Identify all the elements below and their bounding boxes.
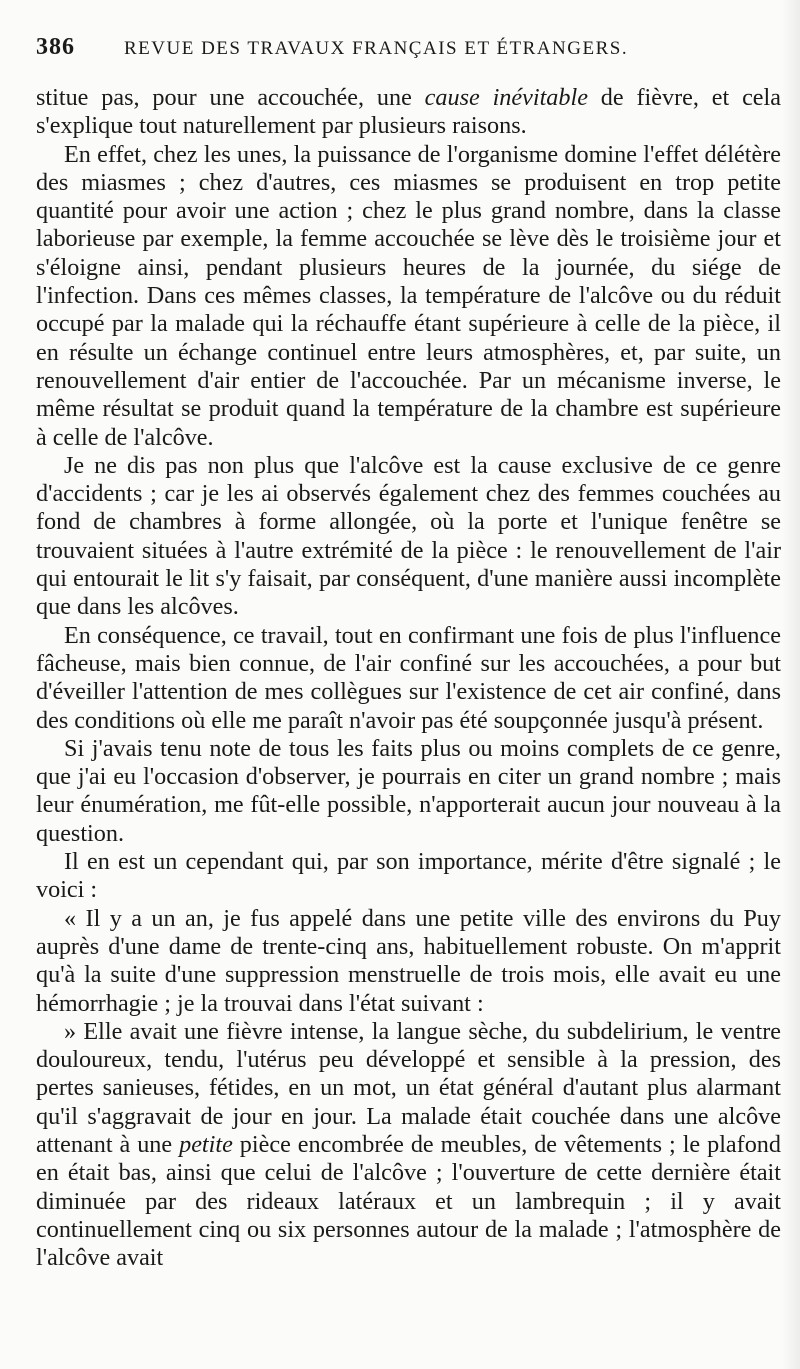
running-title: REVUE DES TRAVAUX FRANÇAIS ET ÉTRANGERS.: [124, 38, 629, 59]
emphasis-text: cause inévitable: [424, 84, 588, 111]
paragraph: Il en est un cependant qui, par son importance, mérite d'être signalé ; le voici :: [36, 848, 781, 904]
paragraph: En effet, chez les unes, la puissance de l'organisme domine l'effet délétère des miasmes ; chez d'autres, ces miasmes se produisent en trop petite quantité pour avoir une action ; chez le plus grand nombre, dans la classe laborieuse par exemple, la femme accouchée se lève dès le troisième jour et s'éloigne ainsi, pendant plusieurs heures de la journée, du siége de l'infection. Dans ces mêmes classes, la température de l'alcôve ou du réduit occupé par la malade qui la réchauffe étant supérieure à celle de la pièce, il en résulte un échange continuel entre leurs atmosphères, et, par suite, un renouvellement d'air entier de l'accouchée. Par un mécanisme inverse, le même résultat se produit quand la température de la chambre est supérieure à celle de l'alcôve.: [36, 140, 781, 451]
paragraph: En conséquence, ce travail, tout en confirmant une fois de plus l'influence fâcheuse, mais bien connue, de l'air confiné sur les accouchées, a pour but d'éveiller l'attention de mes collègues sur l'existence de cet air confiné, dans des conditions où elle me paraît n'avoir pas été soupçonnée jusqu'à présent.: [36, 621, 781, 734]
document-page: [36, 34, 781, 1272]
quoted-paragraph: « Il y a un an, je fus appelé dans une petite ville des environs du Puy auprès d'une dame de trente-cinq ans, habituellement robuste. On m'apprit qu'à la suite d'une suppression menstruelle de trois mois, elle avait eu une hémorrhagie ; je la trouvai dans l'état suivant :: [36, 904, 781, 1017]
emphasis-text: petite: [179, 1130, 233, 1158]
paragraph: Si j'avais tenu note de tous les faits plus ou moins complets de ce genre, que j'ai eu l'occasion d'observer, je pourrais en citer un grand nombre ; mais leur énumération, me fût-elle possible, n'apporterait aucun jour nouveau à la question.: [36, 734, 781, 847]
page-edge-shadow: [782, 0, 800, 1369]
paragraph-continuation: stitue pas, pour une accouchée, une cause inévitable de fièvre, et cela s'explique tout naturellement par plusieurs raisons.: [36, 84, 781, 140]
page-header: [36, 34, 781, 74]
page-number: 386: [36, 34, 75, 60]
paragraph: Je ne dis pas non plus que l'alcôve est la cause exclusive de ce genre d'accidents ; car je les ai observés également chez des femmes couchées au fond de chambres à forme allongée, où la porte et l'unique fenêtre se trouvaient situées à l'autre extrémité de la pièce : le renouvellement de l'air qui entourait le lit s'y faisait, par conséquent, d'une manière aussi incomplète que dans les alcôves.: [36, 451, 781, 621]
body-text: [36, 84, 781, 1272]
quoted-paragraph: » Elle avait une fièvre intense, la langue sèche, du subdelirium, le ventre douloureux, tendu, l'utérus peu développé et sensible à la pression, des pertes sanieuses, fétides, en un mot, un état général d'autant plus alarmant qu'il s'aggravait de jour en jour. La malade était couchée dans une alcôve attenant à une petite pièce encombrée de meubles, de vêtements ; le plafond en était bas, ainsi que celui de l'alcôve ; l'ouverture de cette dernière était diminuée par des rideaux latéraux et un lambrequin ; il y avait continuellement cinq ou six personnes autour de la malade ; l'atmosphère de l'alcôve avait: [36, 1017, 781, 1272]
